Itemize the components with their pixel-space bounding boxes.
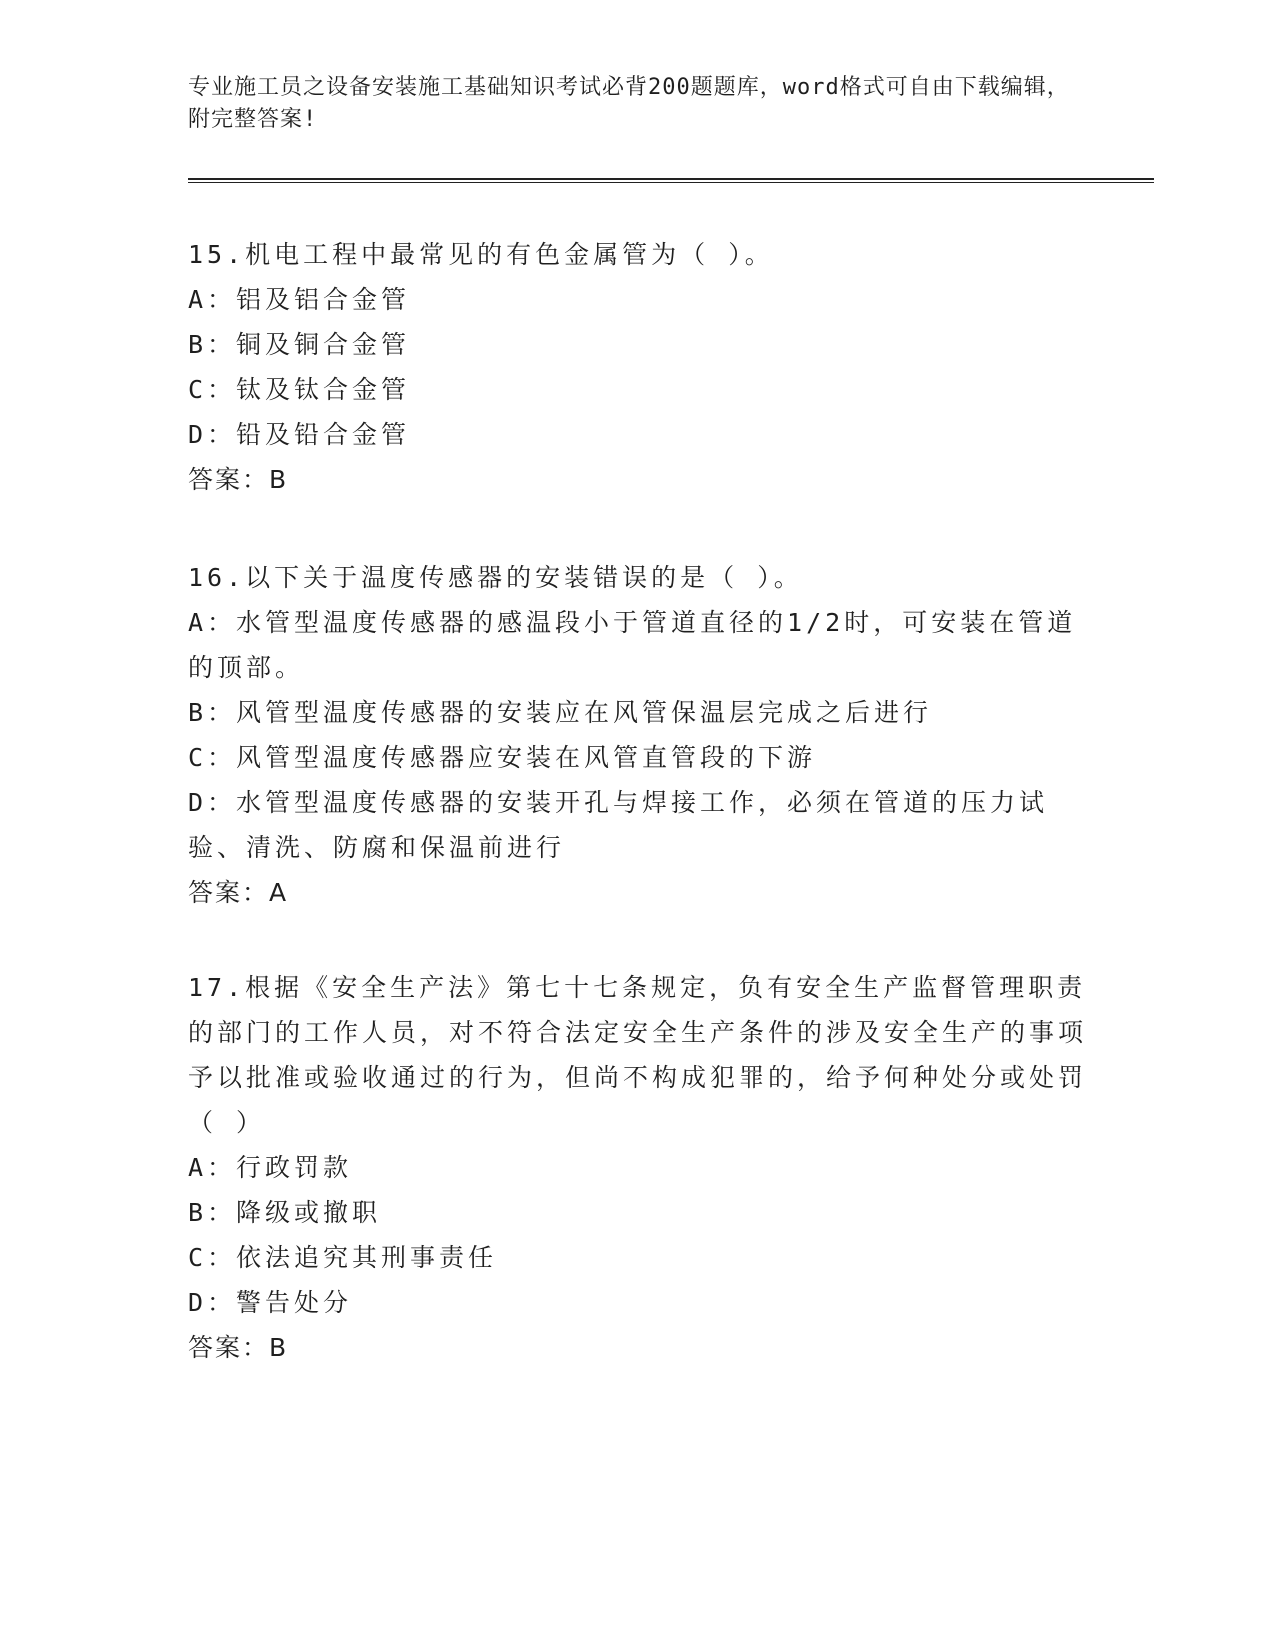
- question-15: [188, 232, 1088, 502]
- question-16: [188, 555, 1088, 915]
- option-d: D：水管型温度传感器的安装开孔与焊接工作，必须在管道的压力试验、清洗、防腐和保温前进行: [188, 788, 1049, 862]
- option-c: C：依法追究其刑事责任: [188, 1243, 498, 1272]
- option-a: A：水管型温度传感器的感温段小于管道直径的1/2时，可安装在管道的顶部。: [188, 608, 1077, 682]
- option-b: B：铜及铜合金管: [188, 330, 411, 359]
- option-a: A：铝及铝合金管: [188, 285, 411, 314]
- question-stem: 15.机电工程中最常见的有色金属管为（ ）。: [188, 240, 774, 269]
- header-divider: [188, 178, 1154, 183]
- answer: 答案：B: [188, 465, 289, 494]
- option-b: B：风管型温度传感器的安装应在风管保温层完成之后进行: [188, 698, 933, 727]
- answer: 答案：B: [188, 1333, 289, 1362]
- question-stem: 16.以下关于温度传感器的安装错误的是（ ）。: [188, 563, 803, 592]
- option-c: C：风管型温度传感器应安装在风管直管段的下游: [188, 743, 817, 772]
- question-17: [188, 965, 1088, 1370]
- question-stem: 17.根据《安全生产法》第七十七条规定，负有安全生产监督管理职责的部门的工作人员，对不符合法定安全生产条件的涉及安全生产的事项予以批准或验收通过的行为，但尚不构成犯罪的，给予何种处分或处罚（ ）: [188, 973, 1088, 1137]
- document-header: 专业施工员之设备安装施工基础知识考试必背200题题库，word格式可自由下载编辑，附完整答案!: [188, 75, 1070, 132]
- option-c: C：钛及钛合金管: [188, 375, 411, 404]
- option-b: B：降级或撤职: [188, 1198, 382, 1227]
- answer: 答案：A: [188, 878, 289, 907]
- option-a: A：行政罚款: [188, 1153, 353, 1182]
- option-d: D：铅及铅合金管: [188, 420, 411, 449]
- option-d: D：警告处分: [188, 1288, 353, 1317]
